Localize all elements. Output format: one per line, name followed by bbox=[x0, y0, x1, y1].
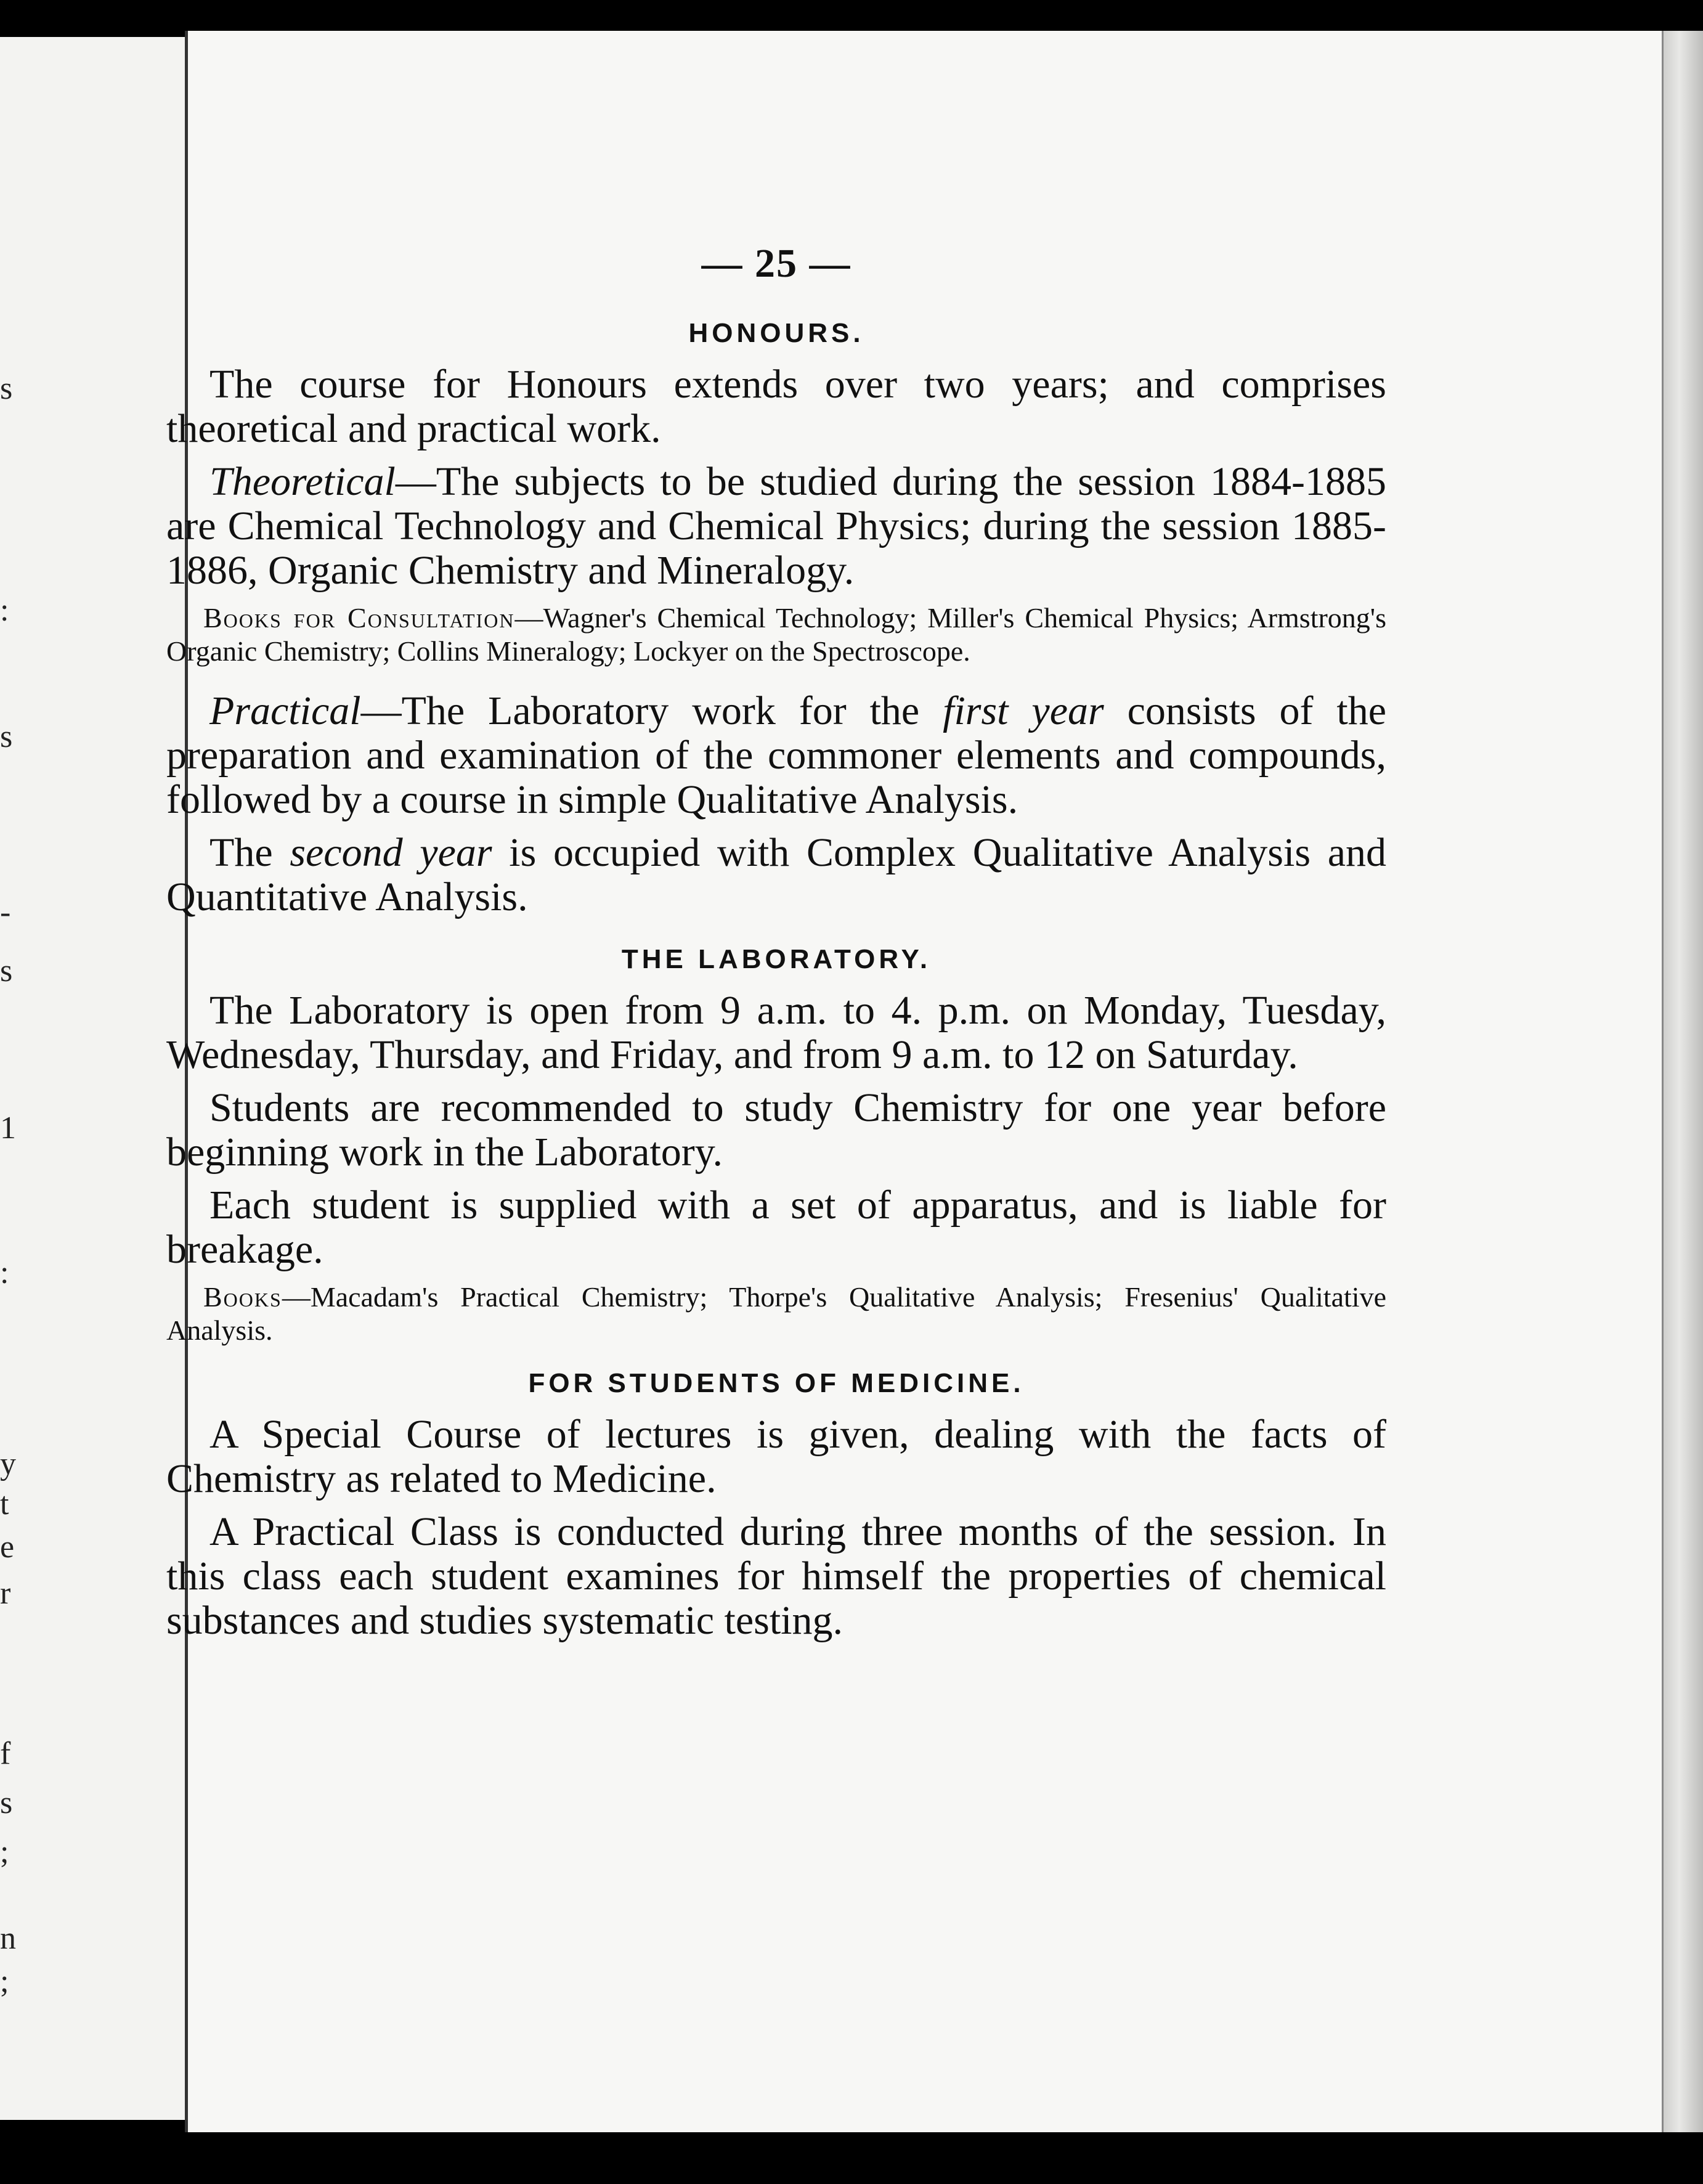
honours-practical bbox=[166, 689, 1386, 822]
section-heading-medicine: FOR STUDENTS OF MEDICINE. bbox=[528, 1368, 1025, 1398]
practical-text-2: consists of the preparation and examination of the commoner elements and compounds, followed by a course in simple Qualitative Analysis. bbox=[166, 688, 1386, 822]
section-heading-laboratory: THE LABORATORY. bbox=[621, 944, 932, 974]
prev-page-fragment: s bbox=[0, 1785, 13, 1820]
prev-page-fragment: ; bbox=[0, 1835, 9, 1870]
prev-page-fragment: r bbox=[0, 1576, 11, 1611]
prev-page-fragment: - bbox=[0, 895, 11, 930]
medicine-practical-class: A Practical Class is conducted during three months of the session. In this class each student examines for himself the properties of chemical substances and studies systematic testing. bbox=[166, 1509, 1386, 1643]
prev-page-fragment: 1 bbox=[0, 1110, 16, 1146]
honours-theoretical bbox=[166, 460, 1386, 593]
prev-page-fragment: t bbox=[0, 1486, 9, 1522]
page-number: — 25 — bbox=[701, 241, 852, 286]
page-content bbox=[166, 203, 1386, 1652]
prev-page-fragment: f bbox=[0, 1736, 11, 1771]
prev-page-fragment: : bbox=[0, 593, 9, 628]
laboratory-books bbox=[166, 1281, 1386, 1347]
prev-page-fragment: n bbox=[0, 1921, 16, 1956]
honours-second-year bbox=[166, 831, 1386, 919]
honours-books bbox=[166, 601, 1386, 668]
second-year-emphasis: second year bbox=[290, 830, 492, 875]
practical-text-1: —The Laboratory work for the bbox=[360, 688, 943, 733]
honours-intro: The course for Honours extends over two years; and comprises theoretical and practical work. bbox=[166, 362, 1386, 451]
laboratory-recommendation: Students are recommended to study Chemistry for one year before beginning work in the Laboratory. bbox=[166, 1085, 1386, 1175]
prev-page-fragment: e bbox=[0, 1530, 15, 1565]
theoretical-text: —The subjects to be studied during the session 1884-1885 are Chemical Technology and Chemical Physics; during the session 1885-1886, Organic Chemistry and Mineralogy. bbox=[166, 459, 1386, 593]
practical-emphasis: first year bbox=[943, 688, 1104, 733]
page-edge-shadow bbox=[1662, 31, 1703, 2132]
second-year-text-2: is occupied with Complex Qualitative Analysis and Quantitative Analysis. bbox=[166, 830, 1387, 919]
prev-page-fragment: ; bbox=[0, 1964, 9, 1999]
laboratory-apparatus: Each student is supplied with a set of apparatus, and is liable for breakage. bbox=[166, 1183, 1386, 1272]
books-label: Books for Consultation bbox=[203, 602, 515, 634]
prev-page-fragment: s bbox=[0, 371, 13, 406]
prev-page-fragment: s bbox=[0, 719, 13, 754]
theoretical-lead: Theoretical bbox=[209, 459, 396, 504]
section-heading-honours: HONOURS. bbox=[688, 318, 864, 348]
prev-page-fragment: y bbox=[0, 1446, 16, 1481]
books-label: Books bbox=[203, 1281, 282, 1313]
books-text: —Macadam's Practical Chemistry; Thorpe's Qualitative Analysis; Fresenius' Qualitative Analysis. bbox=[166, 1281, 1386, 1346]
prev-page-fragment: : bbox=[0, 1255, 9, 1290]
books-text: —Wagner's Chemical Technology; Miller's Chemical Physics; Armstrong's Organic Chemistry; Collins Mineralogy; Lockyer on the Spectroscope. bbox=[166, 602, 1386, 667]
practical-lead: Practical bbox=[209, 688, 361, 733]
second-year-text-1: The bbox=[209, 830, 290, 875]
prev-page-fragment: s bbox=[0, 953, 13, 988]
medicine-special-course: A Special Course of lectures is given, dealing with the facts of Chemistry as related to Medicine. bbox=[166, 1412, 1386, 1501]
laboratory-hours: The Laboratory is open from 9 a.m. to 4. p.m. on Monday, Tuesday, Wednesday, Thursday, and Friday, and from 9 a.m. to 12 on Saturday. bbox=[166, 988, 1386, 1077]
previous-page-edge bbox=[0, 37, 185, 2120]
